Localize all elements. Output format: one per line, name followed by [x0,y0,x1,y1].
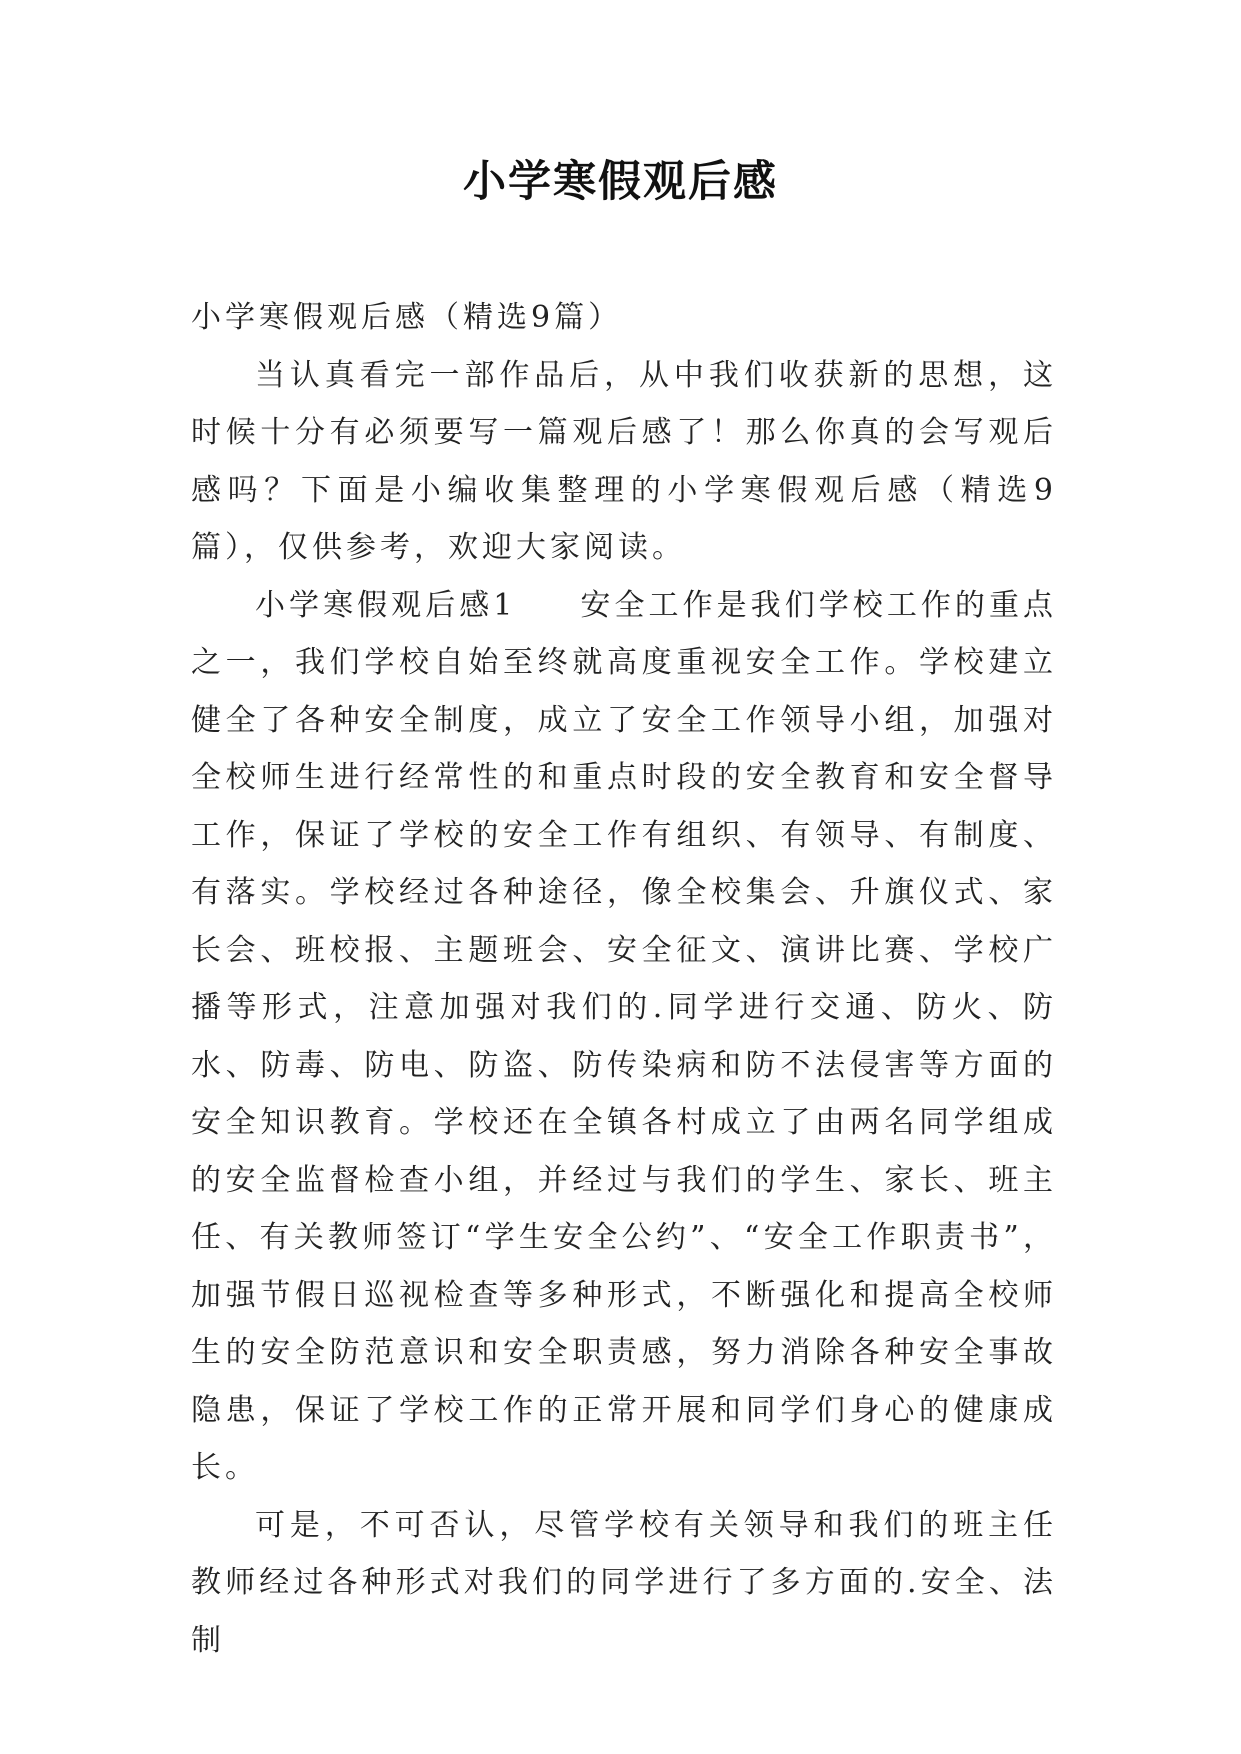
body-paragraph-3: 可是，不可否认，尽管学校有关领导和我们的班主任教师经过各种形式对我们的同学进行了多方面的.安全、法制 [191,1507,1057,1658]
document-subtitle: 小学寒假观后感（精选9篇） [191,300,623,335]
section-1-text: 安全工作是我们学校工作的重点之一，我们学校自始至终就高度重视安全工作。学校建立健全了各种安全制度，成立了安全工作领导小组，加强对全校师生进行经常性的和重点时段的安全教育和安全督导工作，保证了学校的安全工作有组织、有领导、有制度、有落实。学校经过各种途径，像全校集会、升旗仪式、家长会、班校报、主题班会、安全征文、演讲比赛、学校广播等形式，注意加强对我们的.同学进行交通、防火、防水、防毒、防电、防盗、防传染病和防不法侵害等方面的安全知识教育。学校还在全镇各村成立了由两名同学组成的安全监督检查小组，并经过与我们的学生、家长、班主任、有关教师签订“学生安全公约”、“安全工作职责书”，加强节假日巡视检查等多种形式，不断强化和提高全校师生的安全防范意识和安全职责感，努力消除各种安全事故隐患，保证了学校工作的正常开展和同学们身心的健康成长。 [191,587,1057,1485]
document-body [191,289,1057,1669]
intro-paragraph: 当认真看完一部作品后，从中我们收获新的思想，这时候十分有必须要写一篇观后感了！那么你真的会写观后感吗？下面是小编收集整理的小学寒假观后感（精选9篇），仅供参考，欢迎大家阅读。 [191,357,1057,565]
document-title: 小学寒假观后感 [463,157,778,207]
section-1-heading: 小学寒假观后感1 [255,587,517,623]
section-1-paragraph [191,577,1057,1497]
